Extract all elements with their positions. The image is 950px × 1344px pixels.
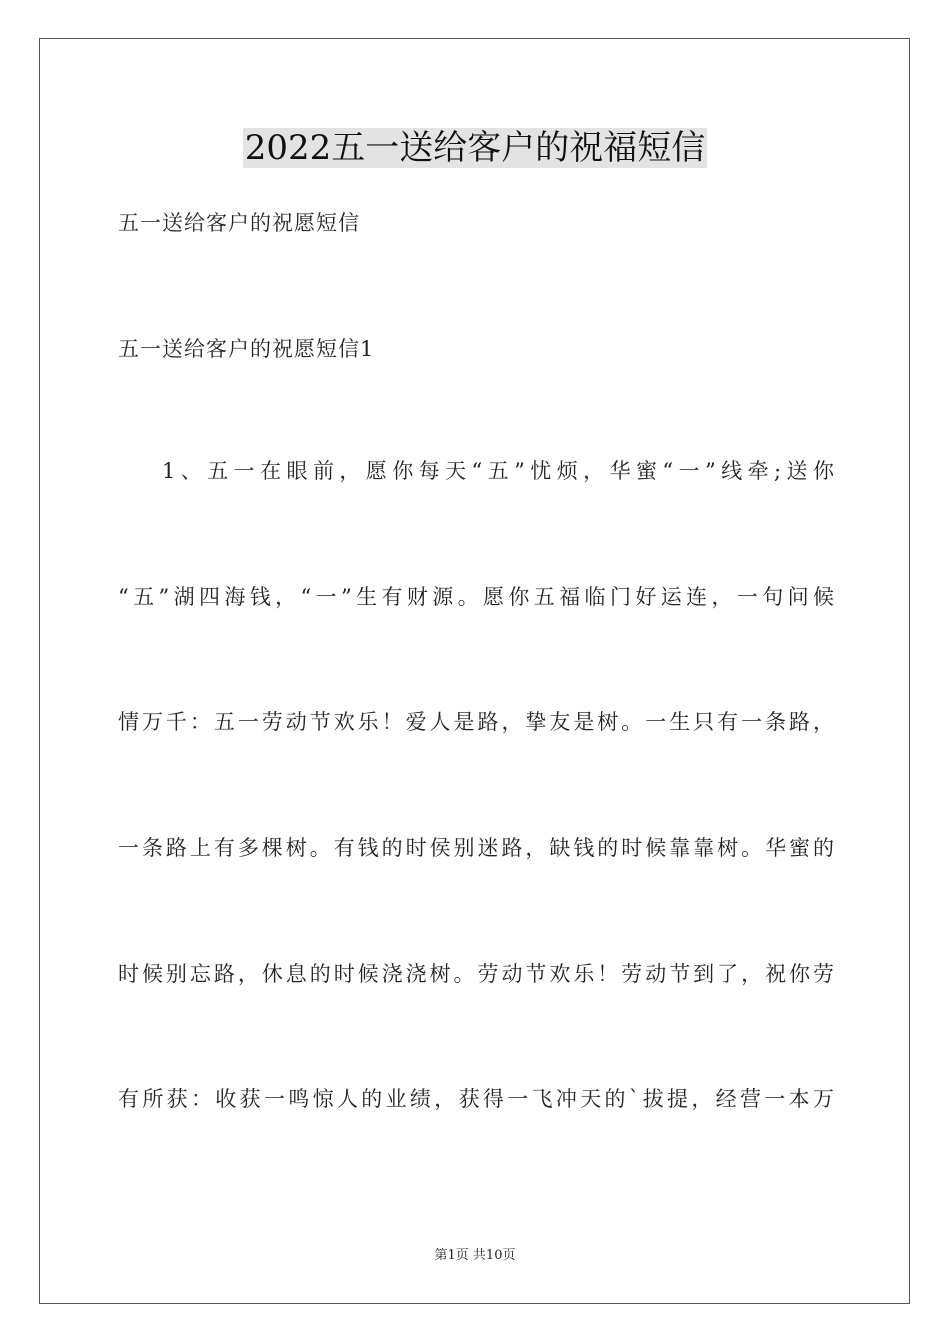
- document-title-text: 2022五一送给客户的祝福短信: [244, 128, 706, 168]
- section-subheading: 五一送给客户的祝愿短信1: [118, 337, 375, 361]
- document-title: [0, 126, 950, 170]
- body-line-1: 1、五一在眼前，愿你每天“五”忧烦，华蜜“一”线牵;送你: [162, 459, 834, 483]
- body-line-4: 一条路上有多棵树。有钱的时侯别迷路，缺钱的时候靠靠树。华蜜的: [118, 836, 834, 860]
- body-line-3: 情万千：五一劳动节欢乐！爱人是路，挚友是树。一生只有一条路，: [118, 710, 834, 734]
- body-line-6: 有所获：收获一鸣惊人的业绩，获得一飞冲天的`拔提，经营一本万: [118, 1087, 834, 1111]
- body-line-2: “五”湖四海钱，“一”生有财源。愿你五福临门好运连，一句问候: [118, 585, 834, 609]
- page-number-footer: 第1页 共10页: [434, 1248, 516, 1263]
- body-line-5: 时候别忘路，休息的时候浇浇树。劳动节欢乐！劳动节到了，祝你劳: [118, 962, 834, 986]
- section-heading: 五一送给客户的祝愿短信: [118, 211, 360, 235]
